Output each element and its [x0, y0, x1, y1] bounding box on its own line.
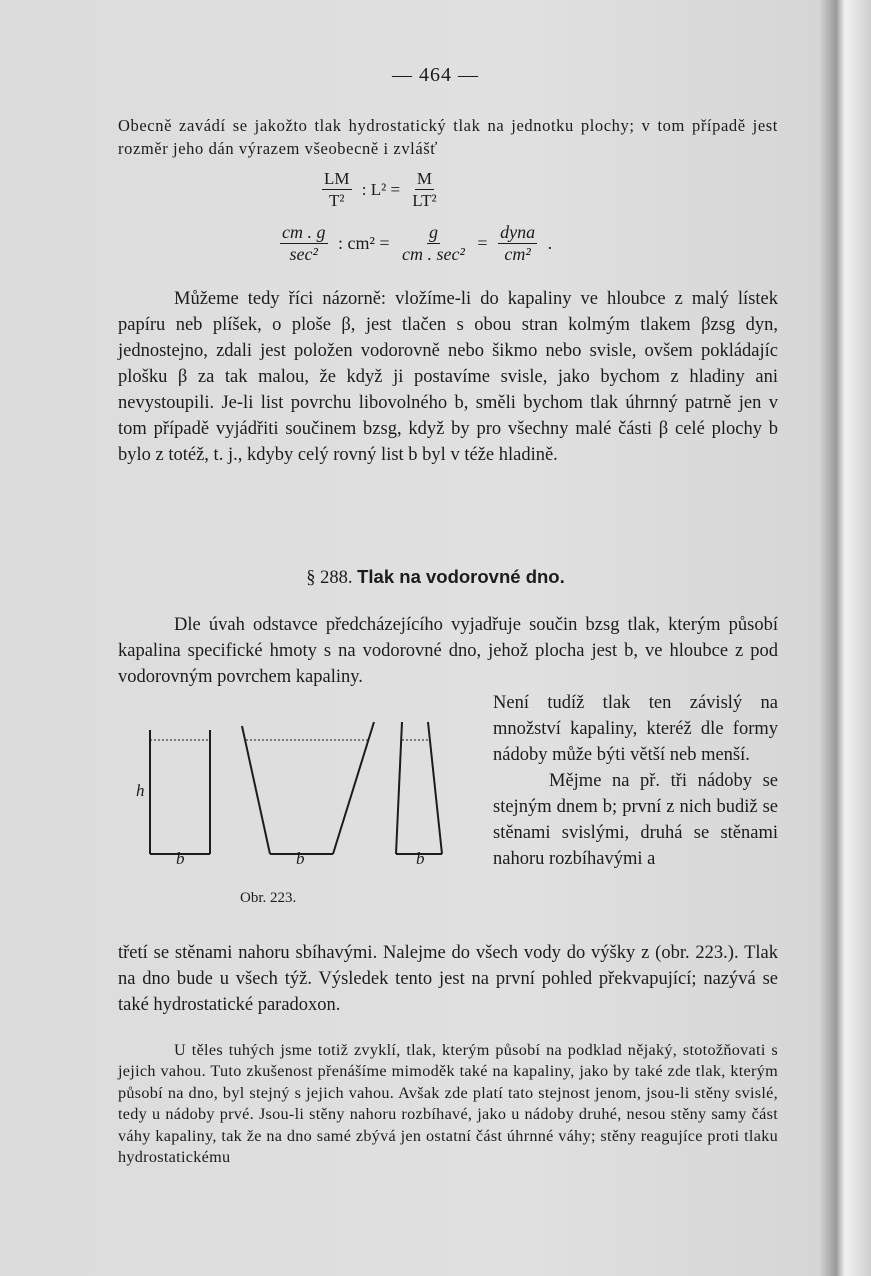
paragraph3-text: U těles tuhých jsme totiž zvyklí, tlak, kterým působí na podklad nějaký, stotožňovati s jejich vahou. Tuto zkušenost přenášíme mimoděk také na kapaliny, jako by také zde tlak, kterým působí na dno, byl stejný s jejich vahou. Avšak zde platí tato stejnost jenom, jsou-li stěny svislé, tedy u nádoby prvé. Jsou-li stěny nahoru rozbíhavé, jako u nádoby druhé, nesou stěny samy část váhy kapaliny, tak že na dno samé zbývá jen ostatní část úhrnné váhy; stěny reagujíce proti tlaku hydrostatickému — [118, 1041, 778, 1167]
eq2-rhs-fraction — [498, 222, 537, 265]
text-beside-figure — [493, 690, 778, 872]
eq2-rhs-numerator: dyna — [500, 222, 536, 242]
paragraph1-text: Můžeme tedy říci názorně: vložíme-li do kapaliny ve hloubce z malý lístek papíru neb plíšek, o ploše β, jest tlačen s obou stran kolmým tlakem βzsg dyn, jednostejno, zdali jest položen vodorovně nebo šikmo nebo svisle, ovšem pokládajíc plošku β za tak malou, že když ji postavíme svisle, jako bychom z hladiny ani nevystoupili. Je-li list povrchu libovolného b, směli bychom tlak úhrnný patrně jen v tom případě vyjádřiti součinem bzsg, když by pro všechny malé části β celé plochy b bylo z totéž, t. j., kdyby celý rovný list b byl v téže hladině. — [118, 289, 778, 465]
eq1-operator: : L² = — [361, 179, 401, 199]
eq2-mid-denominator: cm . sec² — [402, 244, 465, 264]
eq1-lhs-numerator: LM — [324, 169, 350, 188]
label-b-third: b — [416, 849, 425, 868]
label-b-second: b — [296, 849, 305, 868]
equation-units — [280, 222, 558, 265]
eq2-equals: = — [477, 233, 488, 253]
label-b-first: b — [176, 849, 185, 868]
section-number: § 288. — [306, 568, 353, 588]
eq1-lhs-denominator: T² — [329, 191, 345, 210]
section-heading — [0, 566, 871, 589]
vessel-diverging-walls — [242, 722, 374, 854]
figure-223 — [118, 712, 448, 912]
vessels-diagram — [118, 712, 448, 912]
intro-paragraph — [118, 114, 778, 160]
eq1-rhs-fraction — [410, 168, 438, 211]
eq2-operator: : cm² = — [338, 233, 390, 253]
equation-dimension — [322, 168, 439, 211]
eq2-lhs-denominator: sec² — [289, 244, 318, 264]
vessel-converging-walls — [396, 722, 442, 854]
eq1-lhs-fraction — [322, 168, 352, 211]
figure-caption: Obr. 223. — [240, 890, 297, 906]
vessel-vertical-walls — [150, 730, 210, 854]
eq2-rhs-denominator: cm² — [504, 244, 531, 264]
eq2-mid-fraction — [400, 222, 467, 265]
eq2-period: . — [547, 233, 553, 253]
paragraph-pressure-leaf — [118, 286, 778, 468]
page-number: — 464 — — [392, 64, 479, 86]
intro-text: Obecně zavádí se jakožto tlak hydrostatický tlak na jednotku plochy; v tom případě jest rozměr jeho dán výrazem všeobecně i zvlášť — [118, 116, 778, 158]
eq1-rhs-denominator: LT² — [412, 191, 437, 210]
paragraph2-wrap-b: Mějme na př. tři nádoby se stejným dnem b; první z nich budiž se stěnami svislými, druhá se stěnami nahoru rozbíhavými a — [493, 771, 778, 869]
eq2-lhs-numerator: cm . g — [282, 222, 326, 242]
eq2-mid-numerator: g — [428, 222, 438, 242]
eq1-rhs-numerator: M — [416, 169, 433, 188]
paragraph2-lead: Dle úvah odstavce předcházejícího vyjadřuje součin bzsg tlak, kterým působí kapalina specifické hmoty s na vodorovné dno, jehož plocha jest b, ve hloubce z pod vodorovným povrchem kapaliny. — [118, 615, 778, 687]
paragraph2-rest: třetí se stěnami nahoru sbíhavými. Nalejme do všech vody do výšky z (obr. 223.). Tlak na dno bude u všech týž. Výsledek tento jest na první pohled překvapující; nazývá se také hydrostatické paradoxon. — [118, 943, 778, 1015]
eq2-lhs-fraction — [280, 222, 328, 265]
label-h: h — [136, 781, 145, 800]
paragraph-explanation — [118, 1040, 778, 1168]
paragraph2-wrap-a: Není tudíž tlak ten závislý na množství kapaliny, kteréž dle formy nádoby může býti větší neb menší. — [493, 693, 778, 765]
section-title: Tlak na vodorovné dno. — [357, 566, 565, 587]
